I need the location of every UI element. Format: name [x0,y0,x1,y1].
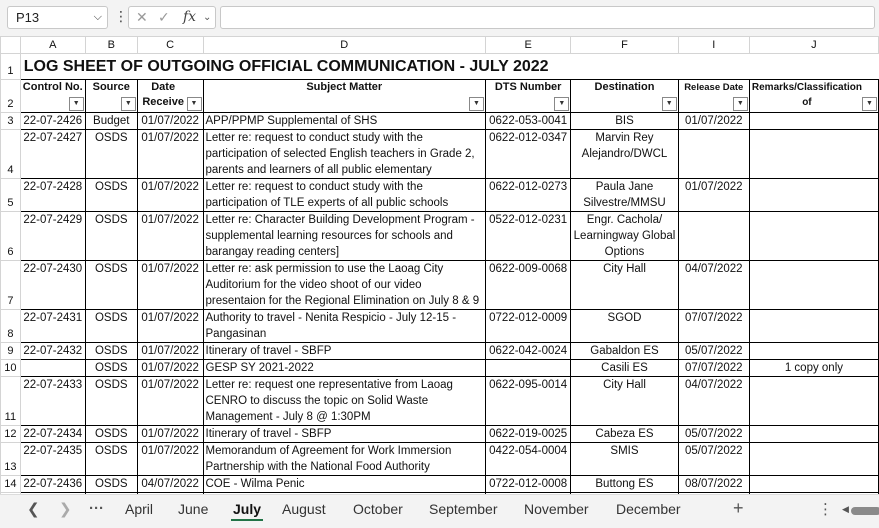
date-cell[interactable]: 01/07/2022 [137,179,203,212]
header-label: Date Receive [142,81,184,108]
source-cell[interactable]: OSDS [85,426,137,443]
table-row [1,377,879,426]
remarks-cell[interactable] [749,426,878,443]
dts-number-cell[interactable]: 0622-053-0041 [486,113,571,130]
row-header[interactable]: 3 [1,113,21,130]
table-row [1,426,879,443]
name-box[interactable] [7,6,108,29]
destination-cell[interactable]: City Hall [571,377,678,426]
tab-july[interactable]: July [233,501,262,517]
row-header[interactable]: 5 [1,179,21,212]
more-options-icon[interactable]: ⋮ [114,8,128,24]
header-label: Subject Matter [306,81,383,93]
tab-august[interactable]: August [282,501,326,517]
release-date-cell[interactable]: 07/07/2022 [678,360,749,377]
formula-input[interactable] [220,6,875,29]
remarks-cell[interactable] [749,130,878,179]
row-header[interactable]: 8 [1,310,21,343]
chevron-down-icon[interactable]: ⌄ [203,12,212,23]
row-header[interactable]: 6 [1,212,21,261]
control-no-cell[interactable]: 22-07-2428 [20,179,85,212]
subject-cell[interactable]: Memorandum of Agreement for Work Immersion Partnership with the National Food Authority [203,443,486,476]
source-cell[interactable]: OSDS [85,130,137,179]
dts-number-cell[interactable]: 0422-054-0004 [486,443,571,476]
header-remarks[interactable] [749,80,878,113]
formula-bar [0,0,879,36]
source-cell[interactable]: OSDS [85,179,137,212]
chevron-down-icon[interactable]: ⌵ [93,11,102,23]
date-cell[interactable]: 01/07/2022 [137,377,203,426]
date-cell[interactable]: 04/07/2022 [137,476,203,493]
release-date-cell[interactable]: 01/07/2022 [678,179,749,212]
release-date-cell[interactable]: 07/07/2022 [678,310,749,343]
column-header[interactable]: A [20,37,85,54]
row-header[interactable]: 9 [1,343,21,360]
source-cell[interactable]: OSDS [85,476,137,493]
header-label: Release Date [684,82,744,93]
function-icon[interactable]: fx [183,9,197,25]
filter-dropdown-icon[interactable]: ▼ [662,97,677,111]
destination-cell[interactable]: Cabeza ES [571,426,678,443]
header-destination[interactable] [571,80,678,113]
control-no-cell[interactable] [20,360,85,377]
subject-cell[interactable]: Letter re: request to conduct study with the participation of selected English teachers in Grade 2, parents and learners of all public elementary [203,130,486,179]
tab-april[interactable]: April [125,501,154,517]
row-header[interactable]: 4 [1,130,21,179]
tab-december[interactable]: December [616,501,681,517]
remarks-cell[interactable] [749,377,878,426]
source-cell[interactable]: OSDS [85,360,137,377]
remarks-cell[interactable] [749,179,878,212]
release-date-cell[interactable]: 04/07/2022 [678,377,749,426]
header-label: DTS Number [494,81,562,93]
column-header[interactable]: J [749,37,878,54]
control-no-cell[interactable]: 22-07-2434 [20,426,85,443]
release-date-cell[interactable] [678,130,749,179]
destination-cell[interactable]: City Hall [571,261,678,310]
header-label: Control No. [22,81,83,93]
header-source[interactable] [85,80,137,113]
destination-cell[interactable]: Gabaldon ES [571,343,678,360]
filter-dropdown-icon[interactable]: ▼ [733,97,748,111]
date-cell[interactable]: 01/07/2022 [137,261,203,310]
control-no-cell[interactable]: 22-07-2430 [20,261,85,310]
destination-cell[interactable]: SGOD [571,310,678,343]
subject-cell[interactable]: Letter re: Character Building Development Program - supplemental learning resources for schools and barangay reading centers] [203,212,486,261]
select-all-corner[interactable] [1,37,21,54]
date-cell[interactable]: 01/07/2022 [137,130,203,179]
header-release-date[interactable] [678,80,749,113]
dts-number-cell[interactable]: 0722-012-0008 [486,476,571,493]
control-no-cell[interactable]: 22-07-2432 [20,343,85,360]
table-row [1,179,879,212]
source-cell[interactable]: OSDS [85,212,137,261]
destination-cell[interactable]: Buttong ES [571,476,678,493]
row-header[interactable]: 7 [1,261,21,310]
dts-number-cell[interactable]: 0622-019-0025 [486,426,571,443]
table-row [1,443,879,476]
control-no-cell[interactable]: 22-07-2426 [20,113,85,130]
chevron-left-icon[interactable]: ❮ [27,501,40,518]
filter-dropdown-icon[interactable]: ▼ [187,97,202,111]
date-cell[interactable]: 01/07/2022 [137,360,203,377]
enter-icon[interactable]: ✓ [158,9,170,25]
source-cell[interactable]: OSDS [85,343,137,360]
more-sheets-icon[interactable]: ··· [89,500,104,517]
release-date-cell[interactable]: 01/07/2022 [678,113,749,130]
dts-number-cell[interactable]: 0722-012-0009 [486,310,571,343]
horizontal-scrollbar[interactable] [842,504,879,518]
remarks-cell[interactable] [749,310,878,343]
dts-number-cell[interactable]: 0622-042-0024 [486,343,571,360]
dts-number-cell[interactable]: 0622-009-0068 [486,261,571,310]
row-header[interactable]: 1 [1,54,21,80]
header-label: Source [92,81,130,93]
destination-cell[interactable]: Paula Jane Silvestre/MMSU [571,179,678,212]
filter-dropdown-icon[interactable]: ▼ [121,97,136,111]
table-row [1,310,879,343]
header-date-receive[interactable] [137,80,203,113]
table-row [1,476,879,493]
dts-number-cell[interactable]: 0522-012-0231 [486,212,571,261]
table-row [1,343,879,360]
row-header[interactable]: 2 [1,80,21,113]
tab-june[interactable]: June [178,501,209,517]
table-row [1,261,879,310]
column-header[interactable]: E [486,37,571,54]
header-subject-matter[interactable] [203,80,486,113]
table-row [1,130,879,179]
row-header[interactable]: 11 [1,377,21,426]
row-header[interactable]: 13 [1,443,21,476]
tab-september[interactable]: September [429,501,498,517]
subject-cell[interactable]: APP/PPMP Supplemental of SHS [203,113,486,130]
destination-cell[interactable]: Marvin Rey Alejandro/DWCL [571,130,678,179]
destination-cell[interactable]: SMIS [571,443,678,476]
date-cell[interactable]: 01/07/2022 [137,310,203,343]
sheet-tab-bar [0,494,879,528]
row-header[interactable]: 12 [1,426,21,443]
add-sheet-icon[interactable]: + [733,498,744,518]
column-header[interactable]: C [137,37,203,54]
source-cell[interactable]: OSDS [85,261,137,310]
table-row [1,212,879,261]
remarks-cell[interactable] [749,443,878,476]
source-cell[interactable]: OSDS [85,377,137,426]
row-header[interactable]: 10 [1,360,21,377]
filter-dropdown-icon[interactable]: ▼ [554,97,569,111]
release-date-cell[interactable]: 08/07/2022 [678,476,749,493]
remarks-cell[interactable] [749,261,878,310]
release-date-cell[interactable] [678,212,749,261]
scroll-left-icon[interactable]: ◀ [842,504,849,514]
filter-dropdown-icon[interactable]: ▼ [469,97,484,111]
release-date-cell[interactable]: 04/07/2022 [678,261,749,310]
tab-october[interactable]: October [353,501,403,517]
date-cell[interactable]: 01/07/2022 [137,343,203,360]
sheet-title[interactable]: LOG SHEET OF OUTGOING OFFICIAL COMMUNICATION - JULY 2022 [23,58,549,75]
name-box-value: P13 [16,10,40,25]
subject-cell[interactable]: GESP SY 2021-2022 [203,360,486,377]
column-header[interactable]: I [678,37,749,54]
subject-cell[interactable]: Authority to travel - Nenita Respicio - July 12-15 - Pangasinan [203,310,486,343]
date-cell[interactable]: 01/07/2022 [137,443,203,476]
date-cell[interactable]: 01/07/2022 [137,426,203,443]
subject-cell[interactable]: Letter re: request to conduct study with the participation of TLE experts of all public schools [203,179,486,212]
date-cell[interactable]: 01/07/2022 [137,113,203,130]
subject-cell[interactable]: Letter re: ask permission to use the Laoag City Auditorium for the video shoot of our video presentaion for the Regional Elimination on July 8 & 9 [203,261,486,310]
destination-cell[interactable]: BIS [571,113,678,130]
chevron-right-icon[interactable]: ❯ [59,501,72,518]
control-no-cell[interactable]: 22-07-2431 [20,310,85,343]
control-no-cell[interactable]: 22-07-2436 [20,476,85,493]
control-no-cell[interactable]: 22-07-2429 [20,212,85,261]
filter-dropdown-icon[interactable]: ▼ [69,97,84,111]
subject-cell[interactable]: COE - Wilma Penic [203,476,486,493]
source-cell[interactable]: OSDS [85,443,137,476]
destination-cell[interactable]: Engr. Cachola/ Learningway Global Options [571,212,678,261]
dts-number-cell[interactable] [486,360,571,377]
date-cell[interactable]: 01/07/2022 [137,212,203,261]
dts-number-cell[interactable]: 0622-095-0014 [486,377,571,426]
header-dts-number[interactable] [486,80,571,113]
subject-cell[interactable]: Itinerary of travel - SBFP [203,343,486,360]
formula-controls [128,6,216,29]
table-row [1,360,879,377]
row-header[interactable]: 14 [1,476,21,493]
dts-number-cell[interactable]: 0622-012-0273 [486,179,571,212]
header-control-no[interactable] [20,80,85,113]
remarks-cell[interactable] [749,113,878,130]
control-no-cell[interactable]: 22-07-2433 [20,377,85,426]
column-header[interactable]: F [571,37,678,54]
control-no-cell[interactable]: 22-07-2435 [20,443,85,476]
source-cell[interactable]: OSDS [85,310,137,343]
destination-cell[interactable]: Casili ES [571,360,678,377]
remarks-cell[interactable]: 1 copy only [749,360,878,377]
filter-dropdown-icon[interactable]: ▼ [862,97,877,111]
release-date-cell[interactable]: 05/07/2022 [678,426,749,443]
table-row [1,113,879,130]
tab-november[interactable]: November [524,501,589,517]
spreadsheet-grid [0,36,879,494]
remarks-cell[interactable] [749,343,878,360]
release-date-cell[interactable]: 05/07/2022 [678,343,749,360]
column-header[interactable]: B [85,37,137,54]
release-date-cell[interactable]: 05/07/2022 [678,443,749,476]
scrollbar-thumb[interactable] [851,507,879,515]
remarks-cell[interactable] [749,476,878,493]
cancel-icon[interactable]: ✕ [136,9,148,25]
header-label: Destination [594,81,655,93]
subject-cell[interactable]: Letter re: request one representative from Laoag CENRO to discuss the topic on Solid Waste Management - July 8 @ 1:30PM [203,377,486,426]
column-header[interactable]: D [203,37,486,54]
control-no-cell[interactable]: 22-07-2427 [20,130,85,179]
header-label: Remarks/Classification of [751,82,862,108]
dts-number-cell[interactable]: 0622-012-0347 [486,130,571,179]
tab-menu-icon[interactable]: ⋮ [818,501,833,518]
remarks-cell[interactable] [749,212,878,261]
subject-cell[interactable]: Itinerary of travel - SBFP [203,426,486,443]
source-cell[interactable]: Budget [85,113,137,130]
